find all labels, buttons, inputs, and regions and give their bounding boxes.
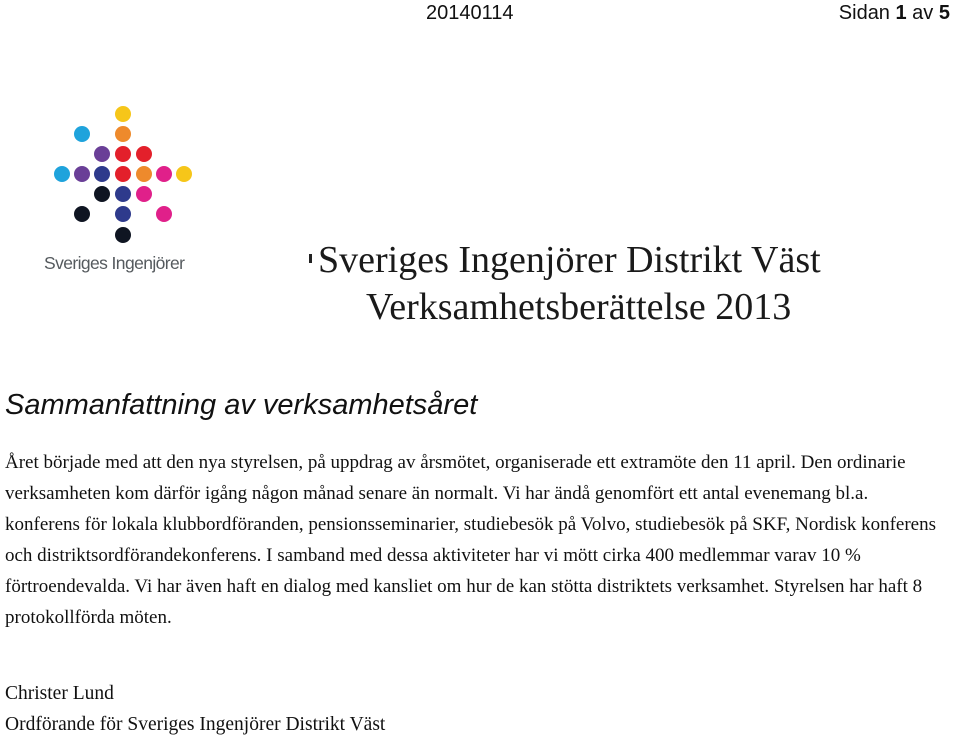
document-subtitle: Verksamhetsberättelse 2013	[366, 286, 792, 328]
logo-dot	[115, 227, 131, 243]
page-total: 5	[938, 2, 950, 24]
logo-dot	[94, 186, 110, 202]
logo-dot	[54, 166, 70, 182]
logo-dot	[115, 206, 131, 222]
logo-dot	[156, 166, 172, 182]
summary-paragraph: Året började med att den nya styrelsen, på uppdrag av årsmötet, organiserade ett extramöte den 11 april. Den ordinarie verksamheten kom därför igång någon månad senare än normalt. Vi har ändå genomfört ett antal evenemang bl.a. konferens för lokala klubbordföranden, pensionsseminarier, studiebesök på Volvo, studiebesök på SKF, Nordisk konferens och distriktsordförandekonferens. I samband med dessa aktiviteter har vi mött cirka 400 medlemmar varav 10 % förtroendevalda. Vi har även haft en dialog med kansliet om hur de kan stötta distriktets verksamhet. Styrelsen har haft 8 protokollförda möten.	[5, 452, 937, 628]
logo-dot	[115, 146, 131, 162]
logo-wordmark: Sveriges Ingenjörer	[44, 253, 185, 273]
logo-dot	[74, 126, 90, 142]
logo-dot	[136, 186, 152, 202]
document-date: 20140114	[426, 2, 514, 24]
logo-dot	[94, 166, 110, 182]
section-heading: Sammanfattning av verksamhetsåret	[5, 389, 478, 421]
logo-dot	[136, 166, 152, 182]
logo-dot	[115, 106, 131, 122]
document-title: Sveriges Ingenjörer Distrikt Väst	[318, 239, 821, 281]
title-tick-mark	[309, 254, 312, 263]
signature-role: Ordförande för Sveriges Ingenjörer Distrikt Väst	[5, 714, 386, 735]
logo-dot	[115, 166, 131, 182]
logo-dot	[74, 166, 90, 182]
logo-dot	[115, 186, 131, 202]
logo-dot	[94, 146, 110, 162]
logo-dot	[74, 206, 90, 222]
page-indicator	[839, 2, 950, 25]
signature-name: Christer Lund	[5, 683, 114, 704]
logo-dot	[136, 146, 152, 162]
page-separator: av	[906, 2, 939, 24]
logo-dot	[115, 126, 131, 142]
page-current: 1	[895, 2, 907, 24]
logo-dot	[176, 166, 192, 182]
logo-dot	[156, 206, 172, 222]
page-prefix: Sidan	[838, 2, 896, 24]
